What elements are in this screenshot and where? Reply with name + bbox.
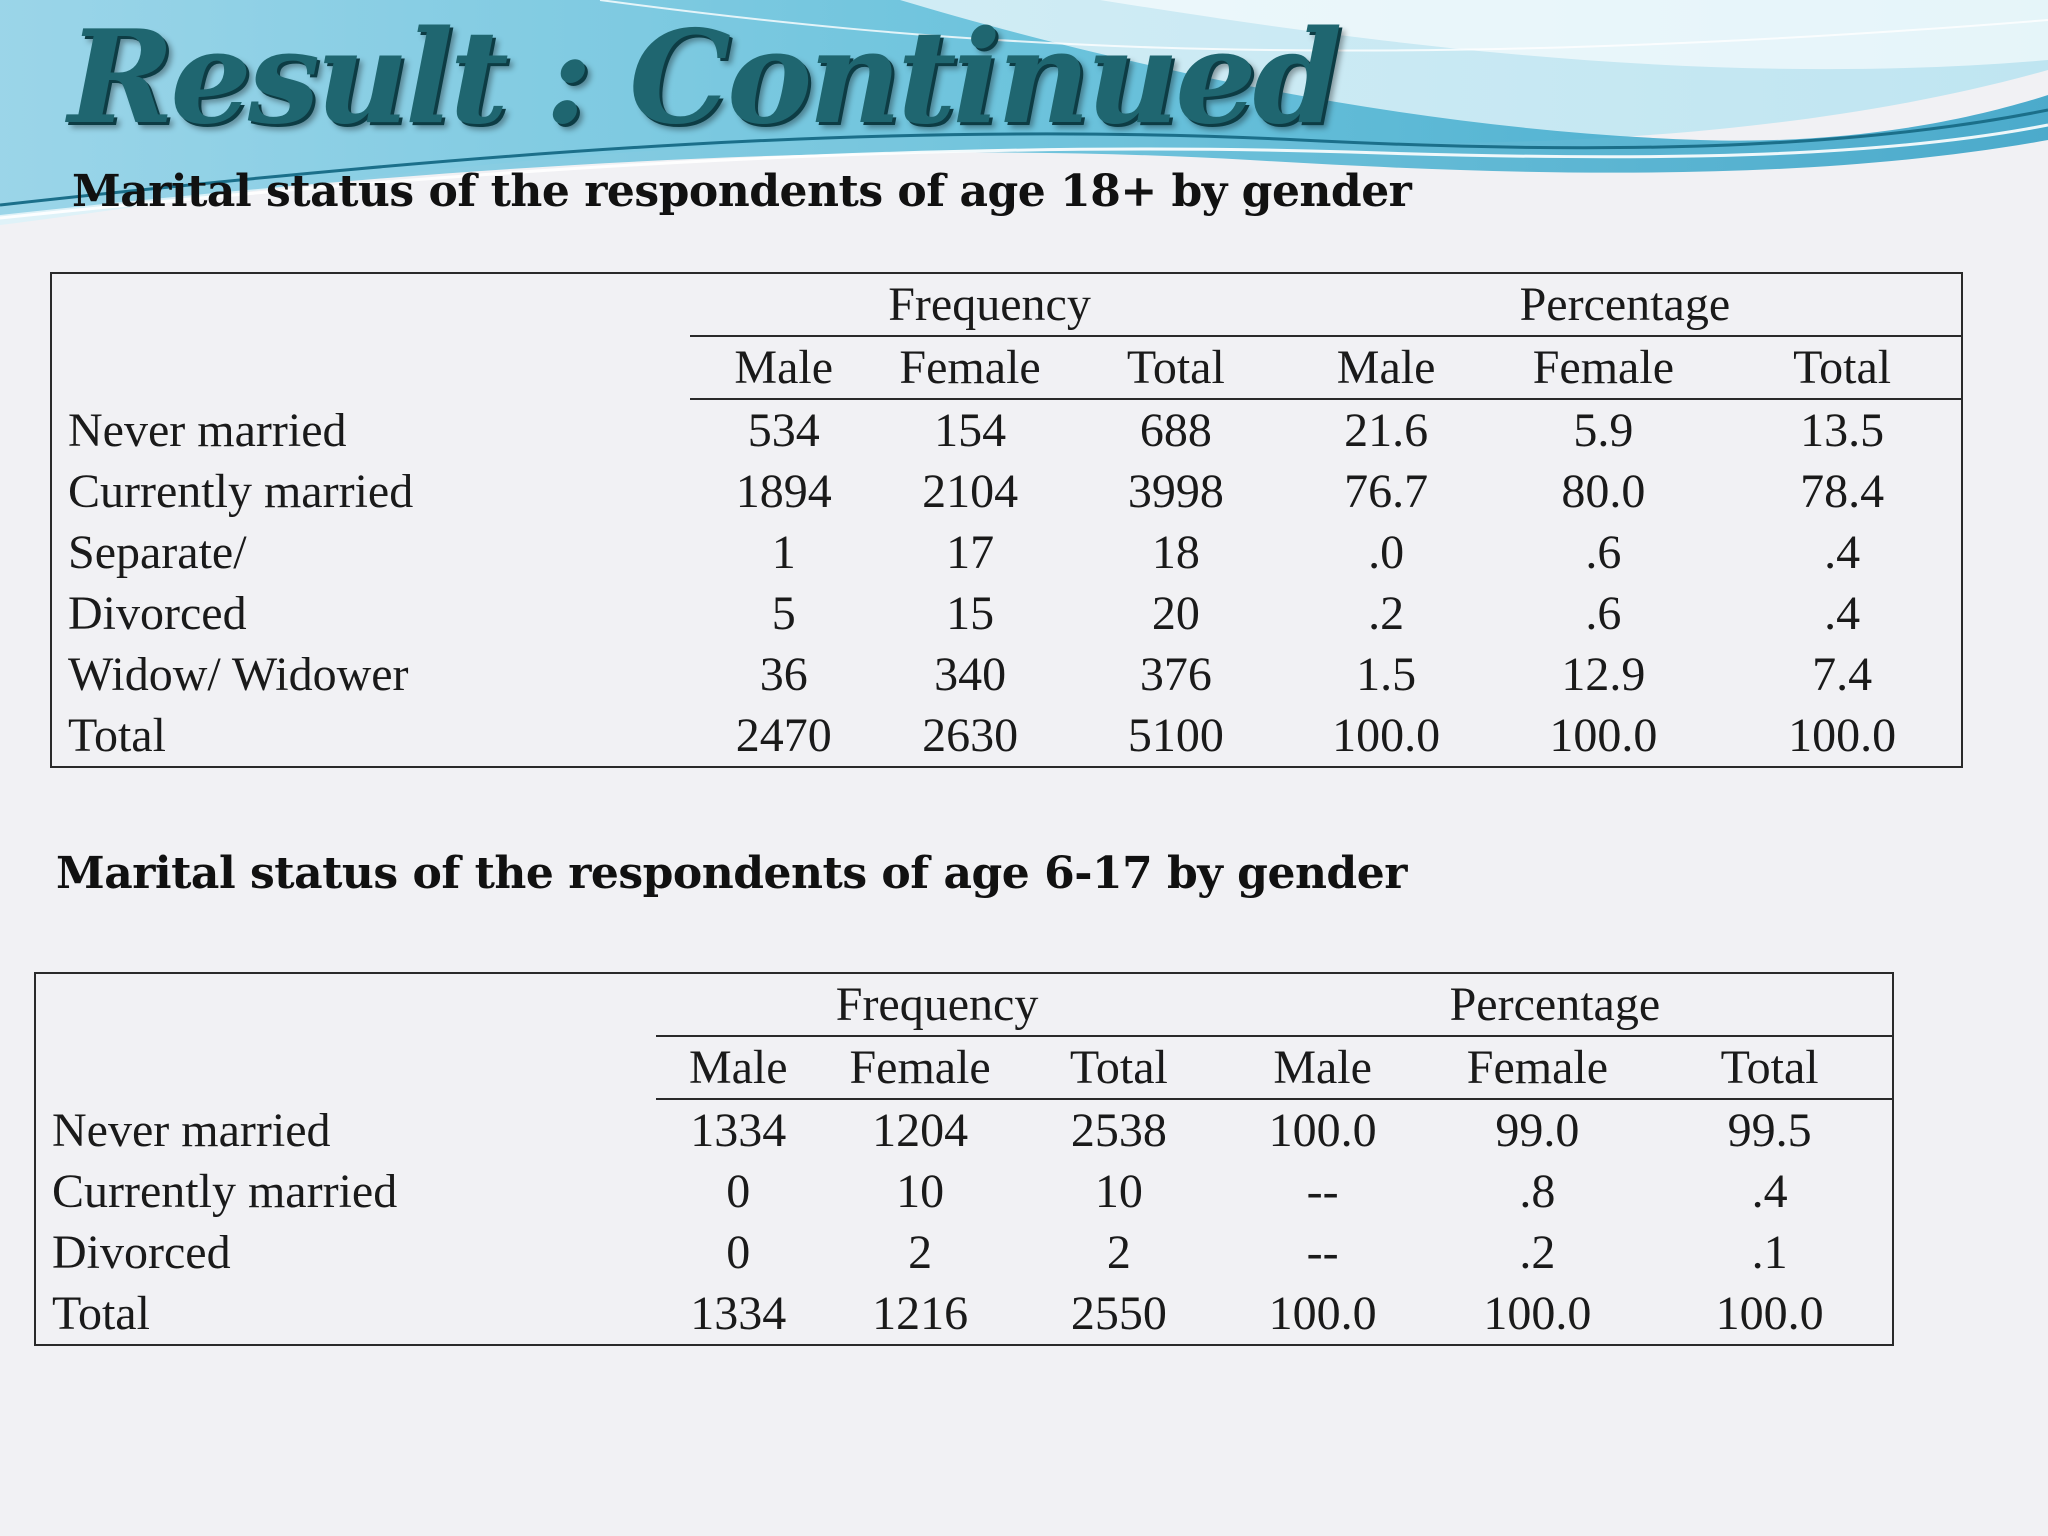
table-cell: 10 [1094,1165,1143,1218]
table-cell: 376 [1139,648,1212,701]
table-row [51,522,1962,583]
table-cell: 100.0 [1788,709,1897,762]
table-cell: .2 [1368,587,1405,640]
table-cell: 12.9 [1561,648,1646,701]
slide-title: Result : Continued [68,3,1339,153]
table-cell: 100.0 [1715,1287,1824,1340]
group-header-percentage: Percentage [1218,973,1893,1036]
table-sub-header-row [35,1036,1893,1099]
table-cell: 534 [747,404,820,457]
row-label: Divorced [68,587,247,640]
table-cell: 17 [946,526,995,579]
table-row [51,399,1962,461]
table-cell: 100.0 [1268,1287,1377,1340]
column-header: Total [1020,1036,1218,1099]
table-cell: 15 [946,587,995,640]
table-cell: 99.0 [1495,1104,1580,1157]
row-label: Currently married [68,465,414,518]
table-cell: -- [1306,1226,1339,1279]
marital-status-table-children [34,972,1894,1346]
table-cell: 18 [1151,526,1200,579]
row-label: Widow/ Widower [68,648,409,701]
table-row [51,644,1962,705]
column-header: Total [1063,336,1289,399]
table-cell: .8 [1519,1165,1556,1218]
table-cell: 5 [771,587,796,640]
table-cell: 78.4 [1800,465,1885,518]
row-label: Currently married [52,1165,398,1218]
section-title-children: Marital status of the respondents of age 6-17 by gender [56,848,1407,899]
table-cell: 13.5 [1800,404,1885,457]
column-header: Female [1483,336,1723,399]
table-sub-header-row [51,336,1962,399]
table-cell: .2 [1519,1226,1556,1279]
table-cell: 7.4 [1812,648,1873,701]
table-cell: 99.5 [1727,1104,1812,1157]
table-cell: 20 [1151,587,1200,640]
table-cell: .4 [1824,526,1861,579]
table-cell: 1 [771,526,796,579]
table-cell: 80.0 [1561,465,1646,518]
table-cell: 1216 [872,1287,969,1340]
table-cell: 2 [1106,1226,1131,1279]
table-cell: 2104 [922,465,1019,518]
table-cell: 1.5 [1356,648,1417,701]
table-row [51,461,1962,522]
table-row-total [35,1283,1893,1345]
table-cell: .4 [1824,587,1861,640]
table-cell: .6 [1585,526,1622,579]
table-cell: 2550 [1070,1287,1167,1340]
column-header: Total [1723,336,1962,399]
row-label: Total [52,1287,150,1340]
table-cell: 2630 [922,709,1019,762]
column-header: Female [1428,1036,1648,1099]
table-cell: 100.0 [1268,1104,1377,1157]
table-row [51,583,1962,644]
row-label: Never married [52,1103,331,1157]
table-row [35,1161,1893,1222]
table-cell: 0 [726,1226,751,1279]
marital-status-table-adults [50,272,1963,768]
row-label: Never married [68,403,347,457]
table-row [35,1222,1893,1283]
table-cell: 2 [908,1226,933,1279]
section-title-adults: Marital status of the respondents of age 18+ by gender [72,166,1412,217]
table-cell: 340 [934,648,1007,701]
table-cell: 36 [759,648,808,701]
table-cell: 10 [896,1165,945,1218]
table-cell: .0 [1368,526,1405,579]
column-header: Male [1218,1036,1428,1099]
table-cell: 2470 [735,709,832,762]
column-header: Male [1289,336,1484,399]
column-header: Total [1647,1036,1893,1099]
group-header-frequency: Frequency [656,973,1217,1036]
row-label: Total [68,709,166,762]
table-cell: .4 [1751,1165,1788,1218]
table-cell: 1204 [872,1104,969,1157]
table-cell: 21.6 [1344,404,1429,457]
table-cell: -- [1306,1165,1339,1218]
table-cell: 5.9 [1573,404,1634,457]
table-row-total [51,705,1962,767]
table-cell: 5100 [1127,709,1224,762]
column-header: Female [877,336,1063,399]
table-cell: 100.0 [1332,709,1441,762]
column-header: Female [820,1036,1020,1099]
table-cell: 100.0 [1483,1287,1592,1340]
table-cell: 1334 [690,1287,787,1340]
table-cell: 3998 [1127,465,1224,518]
table-group-header-row [35,973,1893,1036]
table-row [35,1099,1893,1161]
table-group-header-row [51,273,1962,336]
column-header: Male [656,1036,820,1099]
row-label: Divorced [52,1226,231,1279]
table-cell: 154 [934,404,1007,457]
table-cell: 688 [1139,404,1212,457]
group-header-percentage: Percentage [1289,273,1962,336]
group-header-frequency: Frequency [690,273,1288,336]
table-cell: 0 [726,1165,751,1218]
row-label: Separate/ [68,526,247,579]
table-cell: 2538 [1070,1104,1167,1157]
table-cell: 76.7 [1344,465,1429,518]
table-cell: 1894 [735,465,832,518]
table-cell: 100.0 [1549,709,1658,762]
table-cell: .6 [1585,587,1622,640]
table-cell: 1334 [690,1104,787,1157]
table-cell: .1 [1751,1226,1788,1279]
column-header: Male [690,336,877,399]
